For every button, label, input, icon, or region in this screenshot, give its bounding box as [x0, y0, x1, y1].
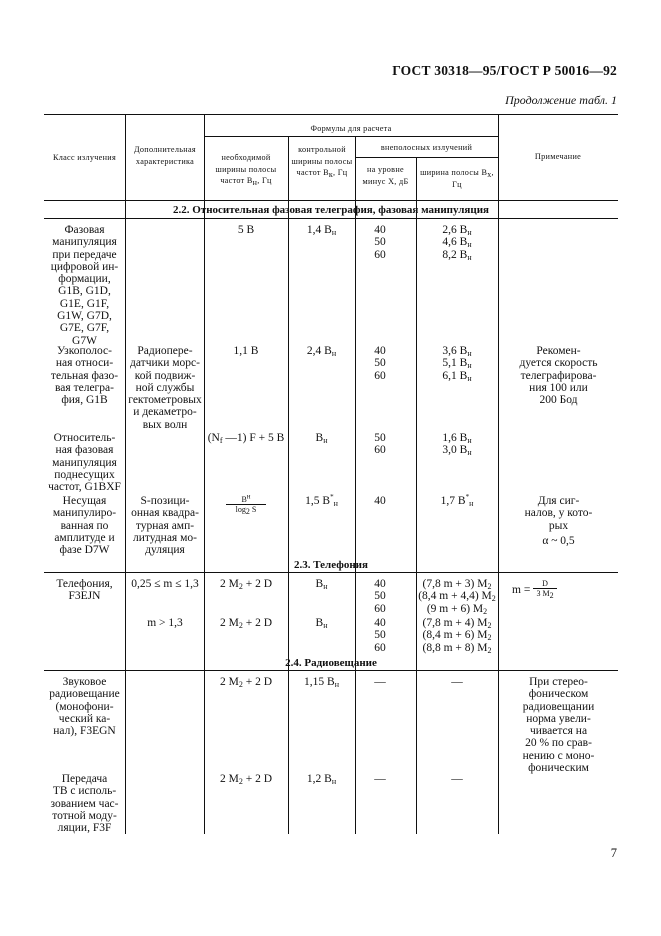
row8-bk: 1,2 $B_н$ [306, 773, 337, 786]
header-bottom-rule [44, 200, 618, 201]
formulas-divider [204, 136, 498, 137]
row3-class [44, 432, 125, 493]
row2-width: 3,6 $B_н$ [442, 345, 472, 358]
row3-level: 50 [374, 432, 386, 444]
row1-class-line: G7E, G7F, [59, 322, 110, 335]
row2-extra-line: датчики морс- [130, 357, 200, 370]
row7-note-line: чивается на [529, 725, 588, 738]
row2-note-line: Рекомен- [536, 345, 581, 357]
row1-width: 2,6 $B_н$ [442, 224, 472, 237]
row1-class-line: манипуляция [52, 236, 117, 249]
row7-bk-text: 1,15 B [304, 676, 335, 688]
header-necessary-unit: , Гц [257, 176, 272, 185]
row4-class-line: манипулиро- [52, 507, 117, 520]
section-title-2-3: 2.3. Телефония [294, 559, 368, 571]
row4-extra-line: турная амп- [135, 519, 195, 532]
header-width-unit: , Гц [452, 168, 494, 189]
row7-note-line: 20 % по срав- [525, 737, 592, 750]
row6-bk: $B_н$ [315, 617, 328, 630]
row4-bn-denominator: $\log_2 S$ [235, 505, 257, 516]
row6-width: (8,8 m + 8) $M_2$ [422, 641, 492, 655]
header-width-sub: x [487, 170, 492, 179]
table-continuation-label: Продолжение табл. 1 [505, 93, 617, 107]
row4-levels [355, 495, 405, 507]
row1-width: 4,6 $B_н$ [442, 236, 472, 250]
row2-bn: 1,1 B [233, 345, 259, 357]
row8-class-line: зованием час- [50, 797, 119, 810]
row2-extra-line: и декаметро- [133, 406, 197, 419]
row1-class-line: G1B, G1D, [58, 285, 111, 298]
row2-class [44, 345, 125, 406]
header-control-text: контрольной ширины полосы частот B [291, 145, 353, 177]
row4-class-line: ванная по [60, 519, 109, 532]
header-control-unit: , Гц [333, 168, 348, 177]
row4-bk: 1,5 $B^*_н$ [305, 493, 338, 508]
row1-class-line: G7W [72, 334, 97, 347]
row6-extra: m > 1,3 [147, 617, 183, 629]
row2-note-line: дуется скорость [519, 357, 598, 370]
row6-level: 50 [374, 629, 386, 642]
row5-levels [355, 578, 405, 615]
row7-note-line: При стерео- [529, 676, 588, 688]
row2-levels [355, 345, 405, 382]
row4-extra-line: онная квадра- [131, 507, 199, 520]
row4-bn-fraction [226, 492, 266, 516]
row4-class-line: фазе D7W [59, 544, 110, 557]
row6-width: (8,4 m + 6) $M_2$ [422, 629, 492, 643]
row6-widths [406, 617, 508, 654]
row8-class-line: ТВ с исполь- [52, 785, 117, 798]
row3-width: 1,6 $B_н$ [442, 432, 472, 445]
row8-class-line: Передача [61, 773, 108, 785]
section-rule-2-2 [44, 218, 618, 219]
row7-class-line: нал), F3EGN [53, 725, 116, 738]
row7-note [499, 676, 618, 774]
row3-bk: $B_н$ [315, 432, 328, 445]
header-necessary-text: необходимой ширины полосы частот B [215, 153, 277, 185]
row7-class [44, 676, 125, 737]
row4-note-line: рых [548, 519, 569, 532]
row7-class-line: (монофони- [55, 700, 114, 713]
row2-class-line: фия, G1B [61, 394, 108, 407]
header-extra: Дополнительная характеристика [134, 145, 196, 166]
header-control [290, 144, 354, 179]
row3-class-line: частот, G1BXF [48, 481, 121, 494]
section-rule-2-4 [44, 670, 618, 671]
row2-widths [418, 345, 496, 382]
row2-class-line: вая телегра- [55, 381, 114, 394]
row1-class-line: при передаче [52, 248, 117, 261]
row1-width: 8,2 $B_н$ [442, 248, 472, 262]
document-title: ГОСТ 30318—95/ГОСТ Р 50016—92 [392, 63, 617, 78]
row8-bk-text: 1,2 B [306, 773, 332, 785]
section-rule-2-3 [44, 572, 618, 573]
row5-width: (8,4 m + 4,4) $M_2$ [418, 590, 496, 604]
row4-note [499, 495, 618, 547]
page-number: 7 [610, 846, 617, 860]
section-title-2-4: 2.4. Радиовещание [285, 657, 377, 669]
row5-class-line: Телефония, [56, 578, 113, 590]
row3-level: 60 [374, 444, 386, 457]
row7-class-line: радиовещание [49, 688, 120, 701]
col-divider-2 [204, 114, 205, 834]
row5-level: 60 [374, 602, 386, 615]
row5-level: 50 [374, 590, 386, 603]
row4-extra-line: S-позици- [140, 495, 190, 507]
row2-width: 6,1 $B_н$ [442, 369, 472, 383]
row4-bk-text: 1,5 B [305, 495, 331, 507]
row3-class-line: поднесущих [54, 468, 115, 481]
row2-note [499, 345, 618, 406]
row5-bk-text: B [315, 578, 324, 590]
row3-width: 3,0 $B_н$ [442, 444, 472, 458]
row6-level: 60 [374, 641, 386, 654]
row5-note-denominator: 3 $M_2$ [536, 589, 554, 600]
row2-width: 5,1 $B_н$ [442, 357, 472, 371]
col-divider-5 [416, 157, 417, 834]
header-necessary-sub: н [252, 178, 258, 187]
row5-class [44, 578, 125, 603]
row8-class-line: тотной моду- [52, 809, 117, 822]
row1-bk-text: 1,4 B [306, 224, 332, 236]
row4-note-line: Для сиг- [537, 495, 580, 507]
row6-levels [355, 617, 405, 654]
col-divider-1 [125, 114, 126, 834]
header-class: Класс излучения [52, 153, 117, 162]
row5-level: 40 [374, 578, 386, 590]
header-oob: внеполосных излучений [380, 143, 473, 152]
row7-bn: 2 $M_2 + 2$ D [219, 676, 273, 689]
row2-extra-line: вых волн [142, 418, 188, 431]
row4-note-line: налов, у кото- [524, 507, 593, 520]
row6-bn: 2 $M_2 + 2$ D [219, 617, 273, 630]
row1-class-line: формации, [58, 273, 111, 286]
oob-divider [355, 157, 498, 158]
header-necessary [206, 152, 286, 187]
row2-extra-line: ной службы [135, 381, 195, 394]
row2-level: 60 [374, 369, 386, 382]
header-control-sub: к [328, 170, 334, 179]
row8-class [44, 773, 125, 834]
row4-bn-numerator: $B^н$ [226, 495, 266, 505]
row2-class-line: тельная фазо- [50, 369, 119, 382]
row7-level: — [374, 676, 386, 688]
row4-extra [126, 495, 204, 556]
row3-levels [355, 432, 405, 457]
row4-class-line: амплитуде и [54, 531, 115, 544]
row1-class [44, 224, 125, 347]
row4-note-line: α ~ 0,5 [542, 534, 575, 547]
row5-note: m = [512, 584, 531, 596]
row4-extra-line: дуляция [145, 544, 185, 557]
header-note: Примечание [534, 152, 582, 161]
row5-bk: $B_н$ [315, 578, 328, 591]
row4-widths [418, 495, 496, 507]
row7-note-line: радиовещании [522, 700, 595, 713]
row1-level: 60 [374, 248, 386, 261]
row7-class-line: ческий ка- [58, 712, 111, 725]
row1-level: 50 [374, 236, 386, 249]
row7-note-line: фоническим [528, 762, 589, 775]
header-width [418, 167, 496, 190]
row3-widths [418, 432, 496, 457]
row8-class-line: ляции, F3F [57, 822, 112, 835]
row2-note-line: 200 Бод [539, 394, 578, 407]
row8-width: — [451, 773, 463, 785]
row7-note-line: норма увели- [526, 712, 591, 725]
row2-bk-text: 2,4 B [306, 345, 332, 357]
row5-width: (9 m + 6) $M_2$ [426, 602, 488, 616]
row8-level: — [374, 773, 386, 785]
row3-class-line: ная фазовая [55, 444, 114, 457]
row2-note-line: телеграфирова- [520, 369, 597, 382]
row1-bn: 5 B [237, 224, 255, 236]
row7-class-line: Звуковое [62, 676, 107, 688]
row5-class-line: F3EJN [68, 590, 101, 603]
col-divider-3 [288, 136, 289, 834]
row3-class-line: Относитель- [53, 432, 116, 444]
row4-class [44, 495, 125, 556]
row3-bn: ($N_f$ —1) F + 5 B [207, 432, 285, 445]
row7-note-line: нению с моно- [522, 749, 595, 762]
row4-class-line: Несущая [62, 495, 107, 507]
row1-class-line: Фазовая [64, 224, 105, 236]
row6-bk-text: B [315, 617, 324, 629]
row6-level: 40 [374, 617, 386, 629]
row1-class-line: цифровой ин- [50, 260, 119, 273]
row4-width: 1,7 $B^*_н$ [440, 493, 474, 508]
row1-bk: 1,4 $B_н$ [306, 224, 337, 237]
header-width-text: ширина полосы B [420, 168, 488, 177]
row2-extra-line: Радиопере- [137, 345, 193, 357]
row4-level: 40 [374, 495, 386, 507]
row1-class-line: G1E, G1F, [59, 297, 110, 310]
row5-widths [406, 578, 508, 615]
header-formulas: Формулы для расчета [310, 124, 392, 133]
row2-extra-line: кой подвиж- [134, 369, 196, 382]
section-title-2-2: 2.2. Относительная фазовая телеграфия, фазовая манипуляция [172, 204, 489, 216]
row5-extra: 0,25 ≤ m ≤ 1,3 [131, 578, 199, 590]
table-top-rule [44, 114, 618, 115]
row2-note-line: ния 100 или [529, 381, 588, 394]
row2-extra-line: гектометровых [128, 394, 202, 407]
row3-bk-text: B [315, 432, 324, 444]
row6-width: (7,8 m + 4) $M_2$ [422, 617, 492, 630]
row5-note-numerator: D [533, 579, 557, 589]
row2-level: 40 [374, 345, 386, 357]
row5-note-fraction [533, 579, 557, 598]
row2-extra [126, 345, 204, 431]
row2-level: 50 [374, 357, 386, 370]
row2-class-line: ная относи- [55, 357, 114, 370]
row1-level: 40 [374, 224, 386, 236]
row5-bn: 2 $M_2 + 2$ D [219, 578, 273, 591]
row8-bn: 2 $M_2 + 2$ D [219, 773, 273, 786]
row5-width: (7,8 m + 3) $M_2$ [422, 578, 492, 591]
row7-width: — [451, 676, 463, 688]
row1-widths [418, 224, 496, 261]
row1-levels [355, 224, 405, 261]
row2-bk: 2,4 $B_н$ [306, 345, 337, 358]
row3-class-line: манипуляция [52, 456, 117, 469]
row7-bk: 1,15 $B_н$ [304, 676, 339, 689]
header-level: на уровне минус X, дБ [362, 165, 409, 186]
row4-extra-line: литудная мо- [133, 531, 197, 544]
row7-note-line: фоническом [528, 688, 589, 701]
row1-class-line: G1W, G7D, [57, 310, 112, 323]
row2-class-line: Узкополос- [57, 345, 112, 357]
